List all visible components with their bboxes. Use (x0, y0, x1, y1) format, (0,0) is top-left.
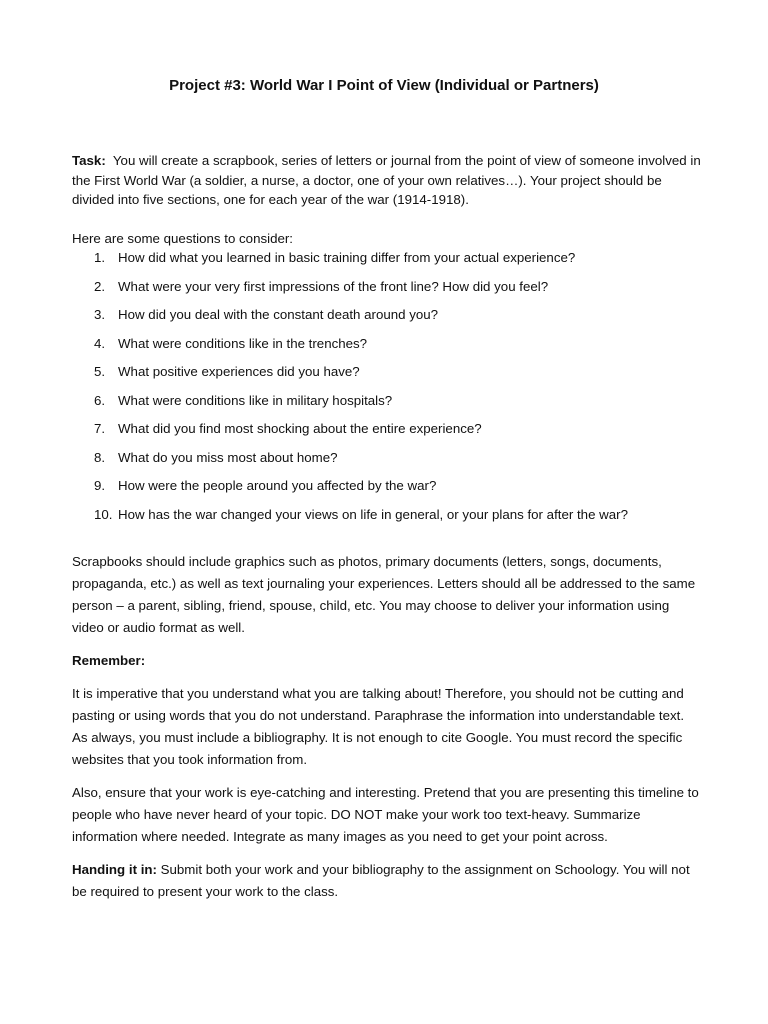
scrapbooks-paragraph: Scrapbooks should include graphics such as photos, primary documents (letters, songs, documents, propaganda, etc.) as well as text journaling your experiences. Letters should all be addressed to the same person – a parent, sibling, friend, spouse, child, etc. You may choose to deliver your information using video or audio format as well. (72, 554, 696, 635)
list-item (72, 362, 702, 391)
remember-heading: Remember: (72, 653, 146, 668)
list-item-number: 8. (94, 449, 106, 465)
document-body (72, 151, 702, 903)
remember-paragraph: It is imperative that you understand what you are talking about! Therefore, you should not be cutting and pasting or using words that you do not understand. Paraphrase the information into understandable text. As always, you must include a bibliography. It is not enough to cite Google. You must record the specific websites that you took information from. (72, 686, 685, 767)
list-item-number: 4. (94, 335, 106, 351)
list-item (72, 448, 702, 477)
questions-list (72, 248, 702, 533)
list-item (72, 391, 702, 420)
list-item (72, 248, 702, 277)
questions-intro: Here are some questions to consider: (72, 230, 293, 246)
page-title: Project #3: World War I Point of View (Individual or Partners) (169, 77, 599, 94)
list-item-number: 6. (94, 392, 106, 408)
list-item-number: 3. (94, 307, 106, 322)
list-item-text: What positive experiences did you have? (118, 364, 360, 379)
list-item-number: 7. (94, 421, 106, 436)
list-item (72, 505, 702, 534)
list-item (72, 334, 702, 363)
list-item (72, 277, 702, 306)
list-item-number: 5. (94, 364, 106, 379)
list-item-number: 10. (94, 506, 113, 522)
list-item-text: How were the people around you affected by the war? (118, 478, 437, 493)
list-item (72, 476, 702, 505)
list-item-text: What were your very first impressions of the front line? How did you feel? (118, 278, 549, 294)
list-item-number: 2. (94, 278, 106, 294)
list-item-number: 1. (94, 250, 106, 265)
list-item-text: What were conditions like in the trenches? (118, 335, 368, 351)
list-item (72, 305, 702, 334)
handing-in-label: Handing it in: (72, 862, 157, 877)
list-item-number: 9. (94, 478, 106, 493)
list-item-text: How did what you learned in basic training differ from your actual experience? (118, 250, 576, 265)
list-item-text: What were conditions like in military hospitals? (118, 392, 393, 408)
task-text: You will create a scrapbook, series of letters or journal from the point of view of someone involved in the First World War (a soldier, a nurse, a doctor, one of your own relatives…). Your project should be divided into five sections, one for each year of the war (1914-1918). (72, 153, 701, 207)
task-paragraph (72, 151, 702, 210)
list-item-text: What do you miss most about home? (118, 449, 338, 465)
list-item-text: How has the war changed your views on life in general, or your plans for after the war? (118, 506, 628, 522)
handing-in-text: Submit both your work and your bibliography to the assignment on Schoology. You will not be required to present your work to the class. (72, 862, 690, 899)
handing-in-paragraph (72, 859, 702, 903)
task-label: Task: (72, 153, 106, 168)
list-item-text: How did you deal with the constant death around you? (118, 307, 439, 322)
also-paragraph: Also, ensure that your work is eye-catching and interesting. Pretend that you are presenting this timeline to people who have never heard of your topic. DO NOT make your work too text-heavy. Summarize information where needed. Integrate as many images as you need to get your point across. (72, 785, 699, 844)
list-item (72, 419, 702, 448)
list-item-text: What did you find most shocking about the entire experience? (118, 421, 482, 436)
